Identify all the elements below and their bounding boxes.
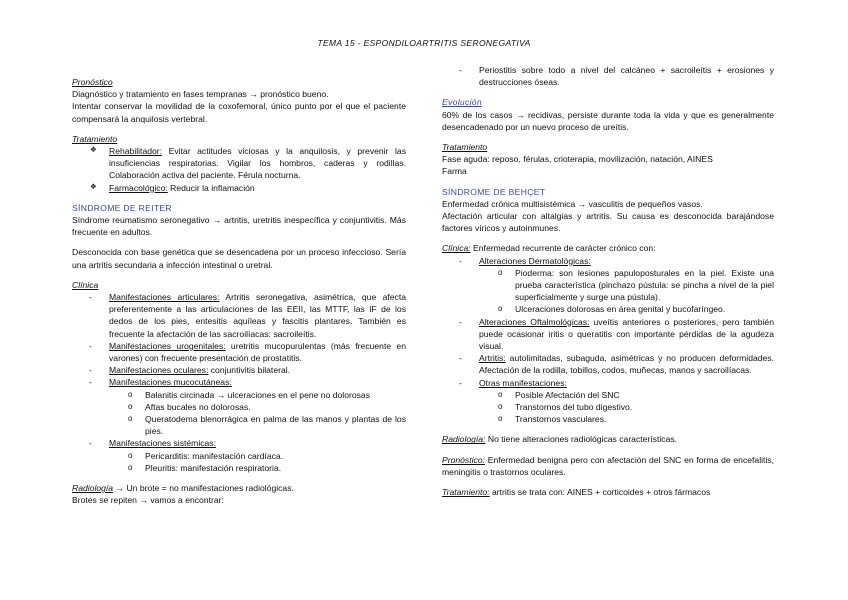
radiologia-text: → Un brote = no manifestaciones radiológicas. bbox=[113, 483, 294, 494]
clinica-list bbox=[72, 291, 406, 474]
pronostico-right bbox=[442, 454, 774, 478]
clinica-heading: Clínica bbox=[72, 279, 99, 290]
alteraciones-oftalmologicas bbox=[442, 316, 774, 353]
tratamiento-right-line1: Fase aguda: reposo, férulas, crioterapia, movilización, natación, AINES bbox=[442, 154, 713, 165]
oftalmologicas-label: Alteraciones Oftalmológicas: bbox=[479, 316, 590, 327]
periostitis-item: - Periostitis sobre todo a nivel del calcáneo + sacroileítis + erosiones y destrucciones óseas. bbox=[442, 64, 774, 88]
manif-sistemicas bbox=[72, 437, 406, 449]
list-item: o Pleuritis: manifestación respiratoria. bbox=[72, 462, 406, 474]
alteraciones-dermatologicas bbox=[442, 255, 774, 267]
oculares-label: Manifestaciones oculares: bbox=[109, 365, 209, 376]
rehabilitador-label: Rehabilitador: bbox=[109, 146, 163, 157]
list-item: o Ulceraciones dolorosas en área genital y bucofaríngeo. bbox=[442, 303, 774, 315]
articulares-text: Artritis seronegativa, asimétrica, que afecta preferentemente a las articulaciones de las EEII, las MTTF, las IF de los dedos de los pies, entesitis aquíleas y fascitis plantares. También es frecuente la afectación de las sacroilíacas: sacroileítis. bbox=[109, 292, 407, 339]
tratamiento2-text: artritis se trata con: AINES + corticoides + otros fármacos bbox=[489, 487, 711, 498]
rehabilitador-text: Evitar actitudes viciosas y la anquilosis, y prevenir las insuficiencias respiratorias. Vigilar los hombros, caderas y rodillas. Colaboración activa del paciente. Férula nocturna. bbox=[109, 146, 406, 181]
urogenitales-text: uretritis mucopurulentas (más frecuente en varones) con frecuente presentación de prostatitis. bbox=[109, 340, 406, 364]
sistemicas-label: Manifestaciones sistémicas: bbox=[109, 438, 216, 449]
evolucion-text: 60% de los casos → recidivas, persiste durante toda la vida y que es generalmente desencadenado por un nuevo proceso de ureítis. bbox=[442, 109, 774, 132]
clinica-right-paragraph bbox=[442, 242, 774, 254]
pronostico-right-heading: Pronóstico: bbox=[442, 454, 485, 465]
tratamiento2-heading: Tratamiento: bbox=[442, 487, 490, 498]
reiter-p1: Síndrome reumatismo seronegativo → artritis, uretritis inespecífica y conjuntivitis. Más frecuente en adultos. bbox=[72, 215, 406, 238]
behcet-heading: SÍNDROME DE BEHÇET bbox=[442, 186, 546, 197]
pronostico-line2: Intentar conservar la movilidad de la coxofemoral, único punto por el que el paciente compensará la anquilosis vertebral. bbox=[72, 101, 406, 124]
manif-mucocutaneas bbox=[72, 376, 406, 388]
pronostico-line1: Diagnóstico y tratamiento en fases tempranas → pronóstico bueno. bbox=[72, 89, 329, 100]
evolucion-heading-text: Evolución bbox=[442, 97, 482, 108]
mucocutaneas-label: Manifestaciones mucocutáneas: bbox=[109, 377, 232, 388]
manif-oculares bbox=[72, 364, 406, 376]
radiologia-heading: Radiología bbox=[72, 483, 114, 494]
oculares-text: conjuntivitis bilateral. bbox=[208, 365, 291, 376]
radiologia-line2: Brotes se repiten → vamos a encontrar: bbox=[72, 495, 224, 506]
reiter-p2: Desconocida con base genética que se desencadena por un proceso infeccioso. Sería una artritis secundaria a infección intestinal o uretral. bbox=[72, 247, 406, 270]
oftalmologicas-text: uveítis anteriores o posteriores, pero también puede ocasionar iritis o queratitis con importante pérdidas de la agudeza visual. bbox=[479, 316, 774, 352]
clinica-right-list bbox=[442, 255, 774, 426]
reiter-heading: SÍNDROME DE REITER bbox=[72, 202, 172, 213]
list-item: o Pericarditis: manifestación cardíaca. bbox=[72, 450, 406, 462]
left-column bbox=[72, 64, 406, 507]
farmacologico-label: Farmacológico: bbox=[109, 182, 168, 193]
radiologia-right-text: No tiene alteraciones radiológicas características. bbox=[485, 434, 678, 445]
artritis bbox=[442, 352, 774, 376]
radiologia-paragraph bbox=[72, 482, 406, 494]
clinica-right-heading: Clínica: bbox=[442, 243, 471, 254]
evolucion-heading bbox=[442, 96, 774, 108]
manif-urogenitales bbox=[72, 340, 406, 364]
radiologia-right bbox=[442, 433, 774, 445]
tratamiento-right-line2: Farma bbox=[442, 166, 467, 177]
tratamiento-heading: Tratamiento bbox=[72, 133, 118, 144]
radiologia-right-heading: Radiología: bbox=[442, 434, 486, 445]
pronostico-heading: Pronóstico bbox=[72, 77, 113, 87]
tratamiento-right-heading: Tratamiento bbox=[442, 142, 488, 153]
periostitis-list bbox=[442, 64, 774, 88]
tratamiento2-right bbox=[442, 486, 774, 498]
dermatologicas-label: Alteraciones Dermatológicas: bbox=[479, 255, 591, 266]
artritis-label: Artritis: bbox=[479, 353, 506, 364]
tratamiento-farmacologico bbox=[72, 182, 406, 194]
list-item: o Balanitis circinada → ulceraciones en el pene no dolorosas bbox=[72, 389, 406, 401]
list-item: o Transtornos del tubo digestivo. bbox=[442, 401, 774, 413]
otras-label: Otras manifestaciones: bbox=[479, 377, 567, 388]
list-item: o Transtornos vasculares. bbox=[442, 413, 774, 425]
tratamiento-list bbox=[72, 145, 406, 194]
behcet-p2: Afectación articular con altalgias y artritis. Su causa es desconocida barajándose factores víricos y autoinmunes. bbox=[442, 211, 774, 234]
list-item: o Posible Afectación del SNC bbox=[442, 389, 774, 401]
tratamiento-rehabilitador bbox=[72, 145, 406, 182]
list-item: o Pioderma: son lesiones papuloposturales en la piel. Existe una prueba característica (pinchazo pústula: se pincha a nivel de la piel superficialmente y surge una pústula). bbox=[442, 267, 774, 304]
document-title: TEMA 15 - ESPONDILOARTRITIS SERONEGATIVA bbox=[317, 38, 531, 48]
farmacologico-text: Reducir la inflamación bbox=[167, 182, 255, 193]
manif-articulares bbox=[72, 291, 406, 340]
artritis-text: autolimitadas, subaguda, asimétricas y no producen deformidades. Afectación de la rodilla, tobillos, codos, muñecas, manos y sacroilíacas. bbox=[479, 353, 774, 376]
list-item: o Aftas bucales no dolorosas. bbox=[72, 401, 406, 413]
behcet-p1: Enfermedad crónica multisistémica → vasculitis de pequeños vasos. bbox=[442, 198, 703, 209]
pronostico-right-text: Enfermedad benigna pero con afectación del SNC en forma de encefalitis, meningitis o trastornos oculares. bbox=[442, 454, 774, 477]
articulares-label: Manifestaciones articulares: bbox=[109, 292, 220, 303]
urogenitales-label: Manifestaciones urogenitales: bbox=[109, 340, 226, 351]
list-item: o Queratodema blenorrágica en palma de las manos y plantas de los pies. bbox=[72, 413, 406, 437]
clinica-right-intro: Enfermedad recurrente de carácter crónico con: bbox=[470, 243, 656, 254]
otras-manifestaciones bbox=[442, 377, 774, 389]
right-column bbox=[442, 64, 774, 498]
